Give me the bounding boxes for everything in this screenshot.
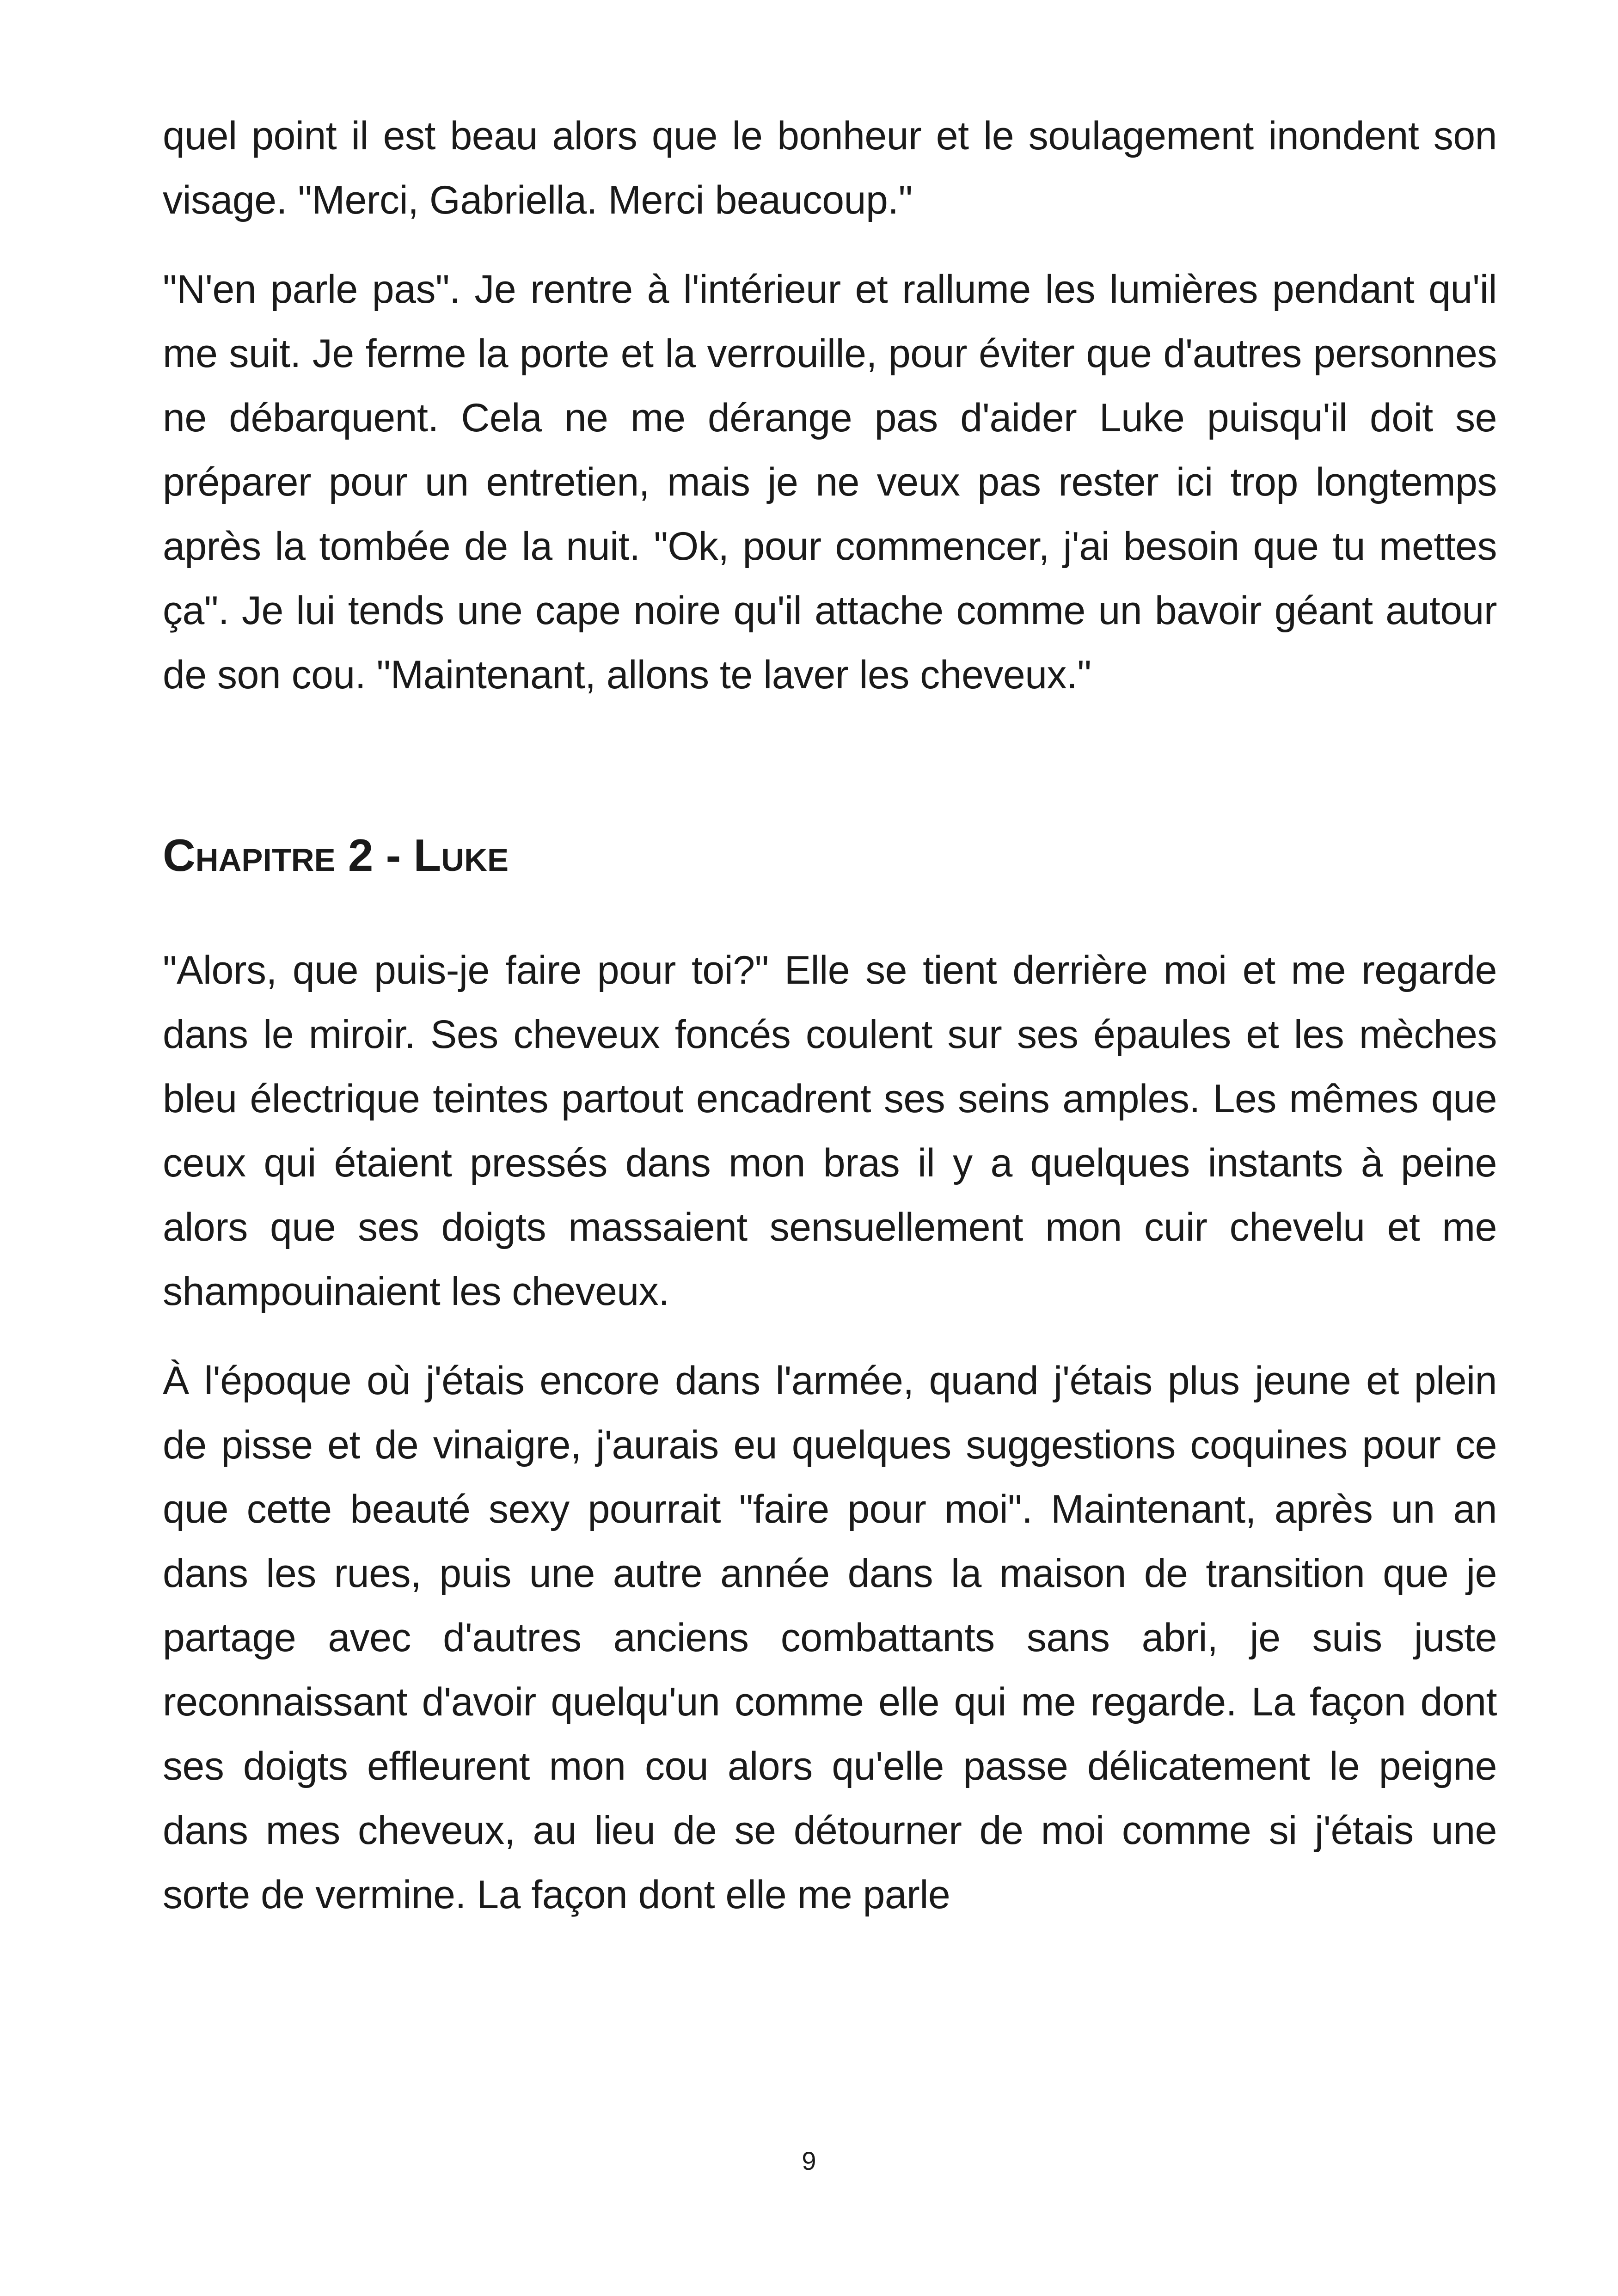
- page-number: 9: [802, 2146, 816, 2175]
- paragraph-3: "Alors, que puis-je faire pour toi?" Elle se tient derrière moi et me regarde dans le miroir. Ses cheveux foncés coulent sur ses épaules et les mèches bleu électrique teintes partout encadrent ses seins amples. Les mêmes que ceux qui étaient pressés dans mon bras il y a quelques instants à peine alors que ses doigts massaient sensuellement mon cuir chevelu et me shampouinaient les cheveux.: [163, 948, 1497, 1314]
- chapter-heading: Chapitre 2 - Luke: [163, 830, 509, 881]
- paragraph-1: quel point il est beau alors que le bonheur et le soulagement inondent son visage. "Merci, Gabriella. Merci beaucoup.": [163, 114, 1497, 222]
- paragraph-4: À l'époque où j'étais encore dans l'armée, quand j'étais plus jeune et plein de pisse et de vinaigre, j'aurais eu quelques suggestions coquines pour ce que cette beauté sexy pourrait "faire pour moi". Maintenant, après un an dans les rues, puis une autre année dans la maison de transition que je partage avec d'autres anciens combattants sans abri, je suis juste reconnaissant d'avoir quelqu'un comme elle qui me regarde. La façon dont ses doigts effleurent mon cou alors qu'elle passe délicatement le peigne dans mes cheveux, au lieu de se détourner de moi comme si j'étais une sorte de vermine. La façon dont elle me parle: [163, 1359, 1497, 1917]
- paragraph-2: "N'en parle pas". Je rentre à l'intérieur et rallume les lumières pendant qu'il me suit. Je ferme la porte et la verrouille, pour éviter que d'autres personnes ne débarquent. Cela ne me dérange pas d'aider Luke puisqu'il doit se préparer pour un entretien, mais je ne veux pas rester ici trop longtemps après la tombée de la nuit. "Ok, pour commencer, j'ai besoin que tu mettes ça". Je lui tends une cape noire qu'il attache comme un bavoir géant autour de son cou. "Maintenant, allons te laver les cheveux.": [163, 267, 1497, 697]
- page-body: [163, 104, 1497, 1927]
